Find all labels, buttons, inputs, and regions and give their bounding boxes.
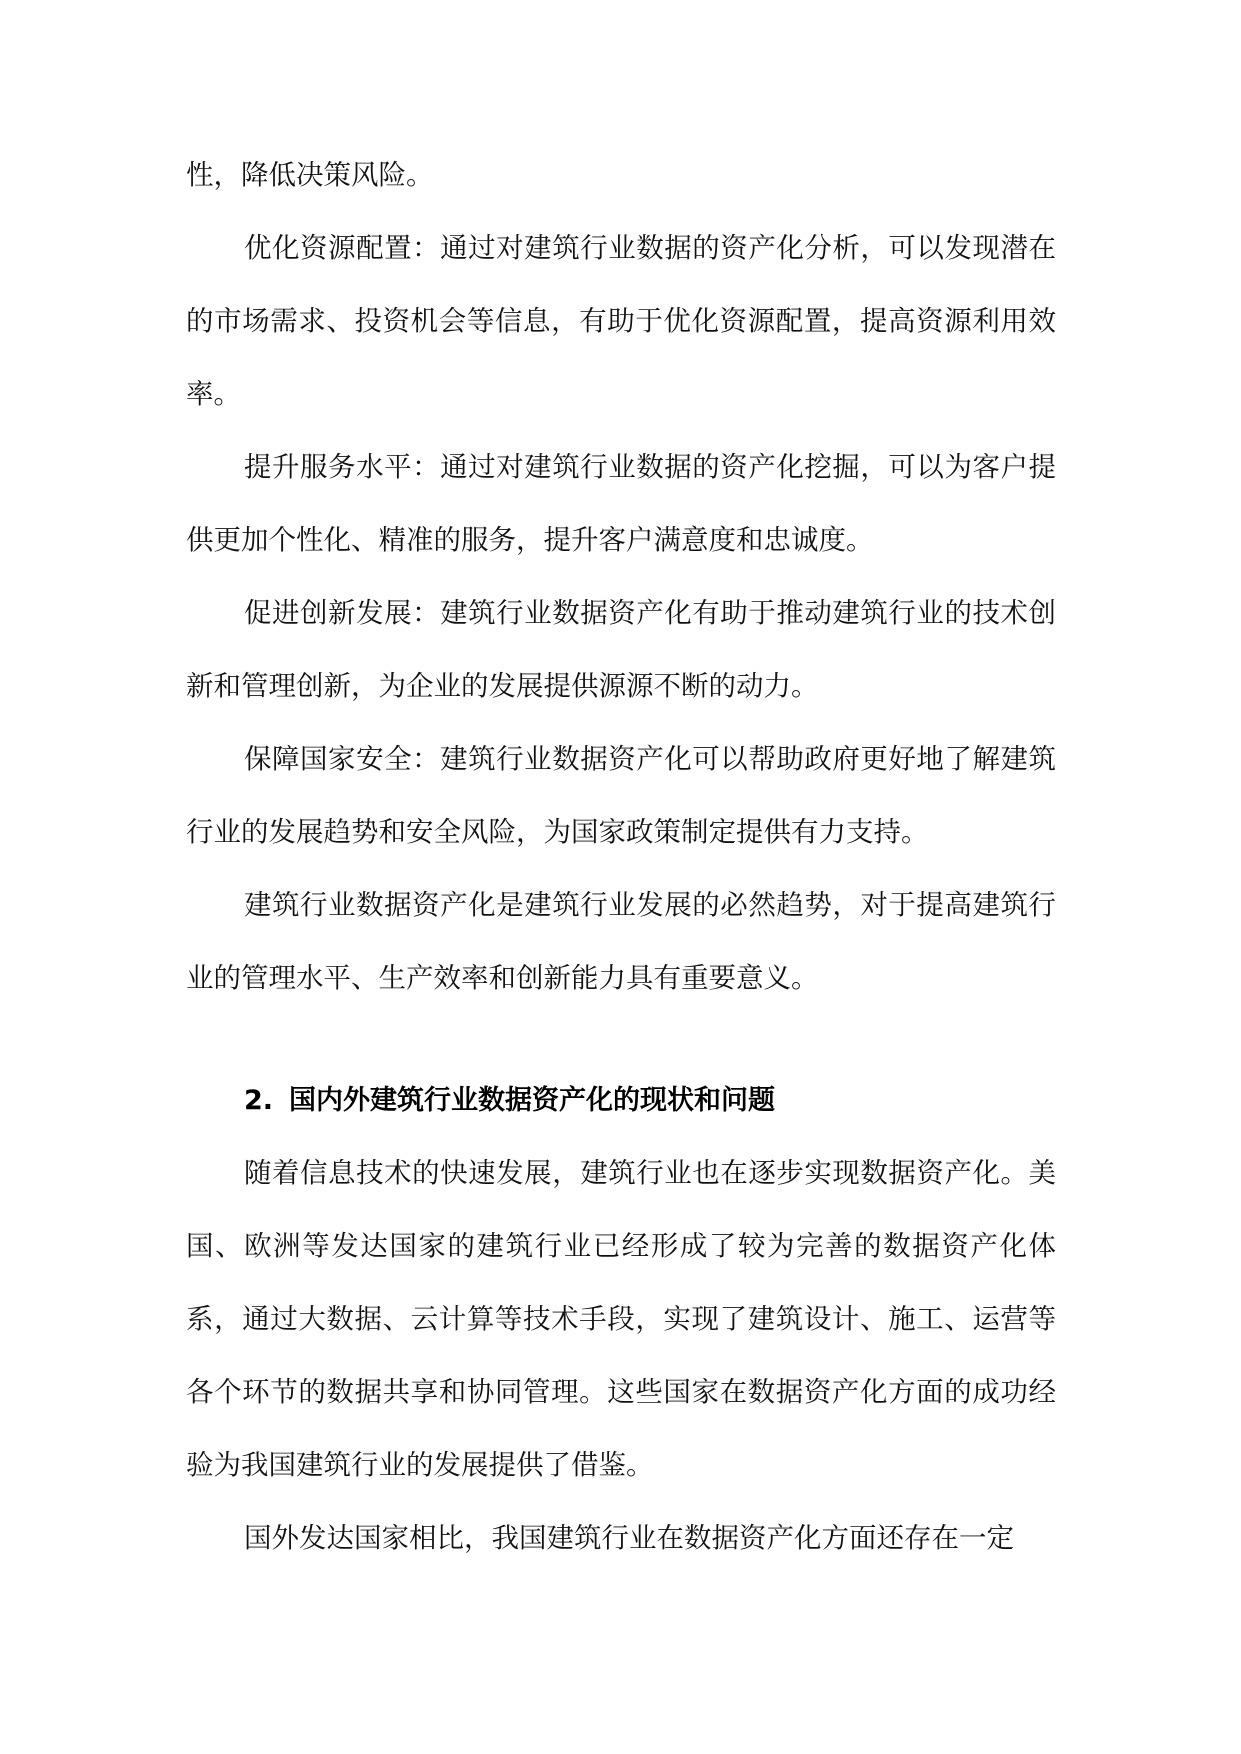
paragraph: 建筑行业数据资产化是建筑行业发展的必然趋势，对于提高建筑行业的管理水平、生产效率和创新能力具有重要意义。 [186,889,1056,994]
section-title: 国内外建筑行业数据资产化的现状和问题 [289,1085,776,1116]
paragraph: 国外发达国家相比，我国建筑行业在数据资产化方面还存在一定 [244,1522,1014,1554]
document-body [186,139,1056,1575]
section-number: 2. [244,1085,274,1116]
paragraph: 性，降低决策风险。 [186,159,434,191]
paragraph: 随着信息技术的快速发展，建筑行业也在逐步实现数据资产化。美国、欧洲等发达国家的建筑行业已经形成了较为完善的数据资产化体系，通过大数据、云计算等技术手段，实现了建筑设计、施工、运营等各个环节的数据共享和协同管理。这些国家在数据资产化方面的成功经验为我国建筑行业的发展提供了借鉴。 [186,1157,1056,1481]
paragraph: 促进创新发展：建筑行业数据资产化有助于推动建筑行业的技术创新和管理创新，为企业的发展提供源源不断的动力。 [186,597,1056,702]
paragraph: 提升服务水平：通过对建筑行业数据的资产化挖掘，可以为客户提供更加个性化、精准的服务，提升客户满意度和忠诚度。 [186,451,1056,556]
section-heading [186,1064,1056,1137]
paragraph: 优化资源配置：通过对建筑行业数据的资产化分析，可以发现潜在的市场需求、投资机会等信息，有助于优化资源配置，提高资源利用效率。 [186,232,1056,410]
paragraph: 保障国家安全：建筑行业数据资产化可以帮助政府更好地了解建筑行业的发展趋势和安全风险，为国家政策制定提供有力支持。 [186,743,1056,848]
